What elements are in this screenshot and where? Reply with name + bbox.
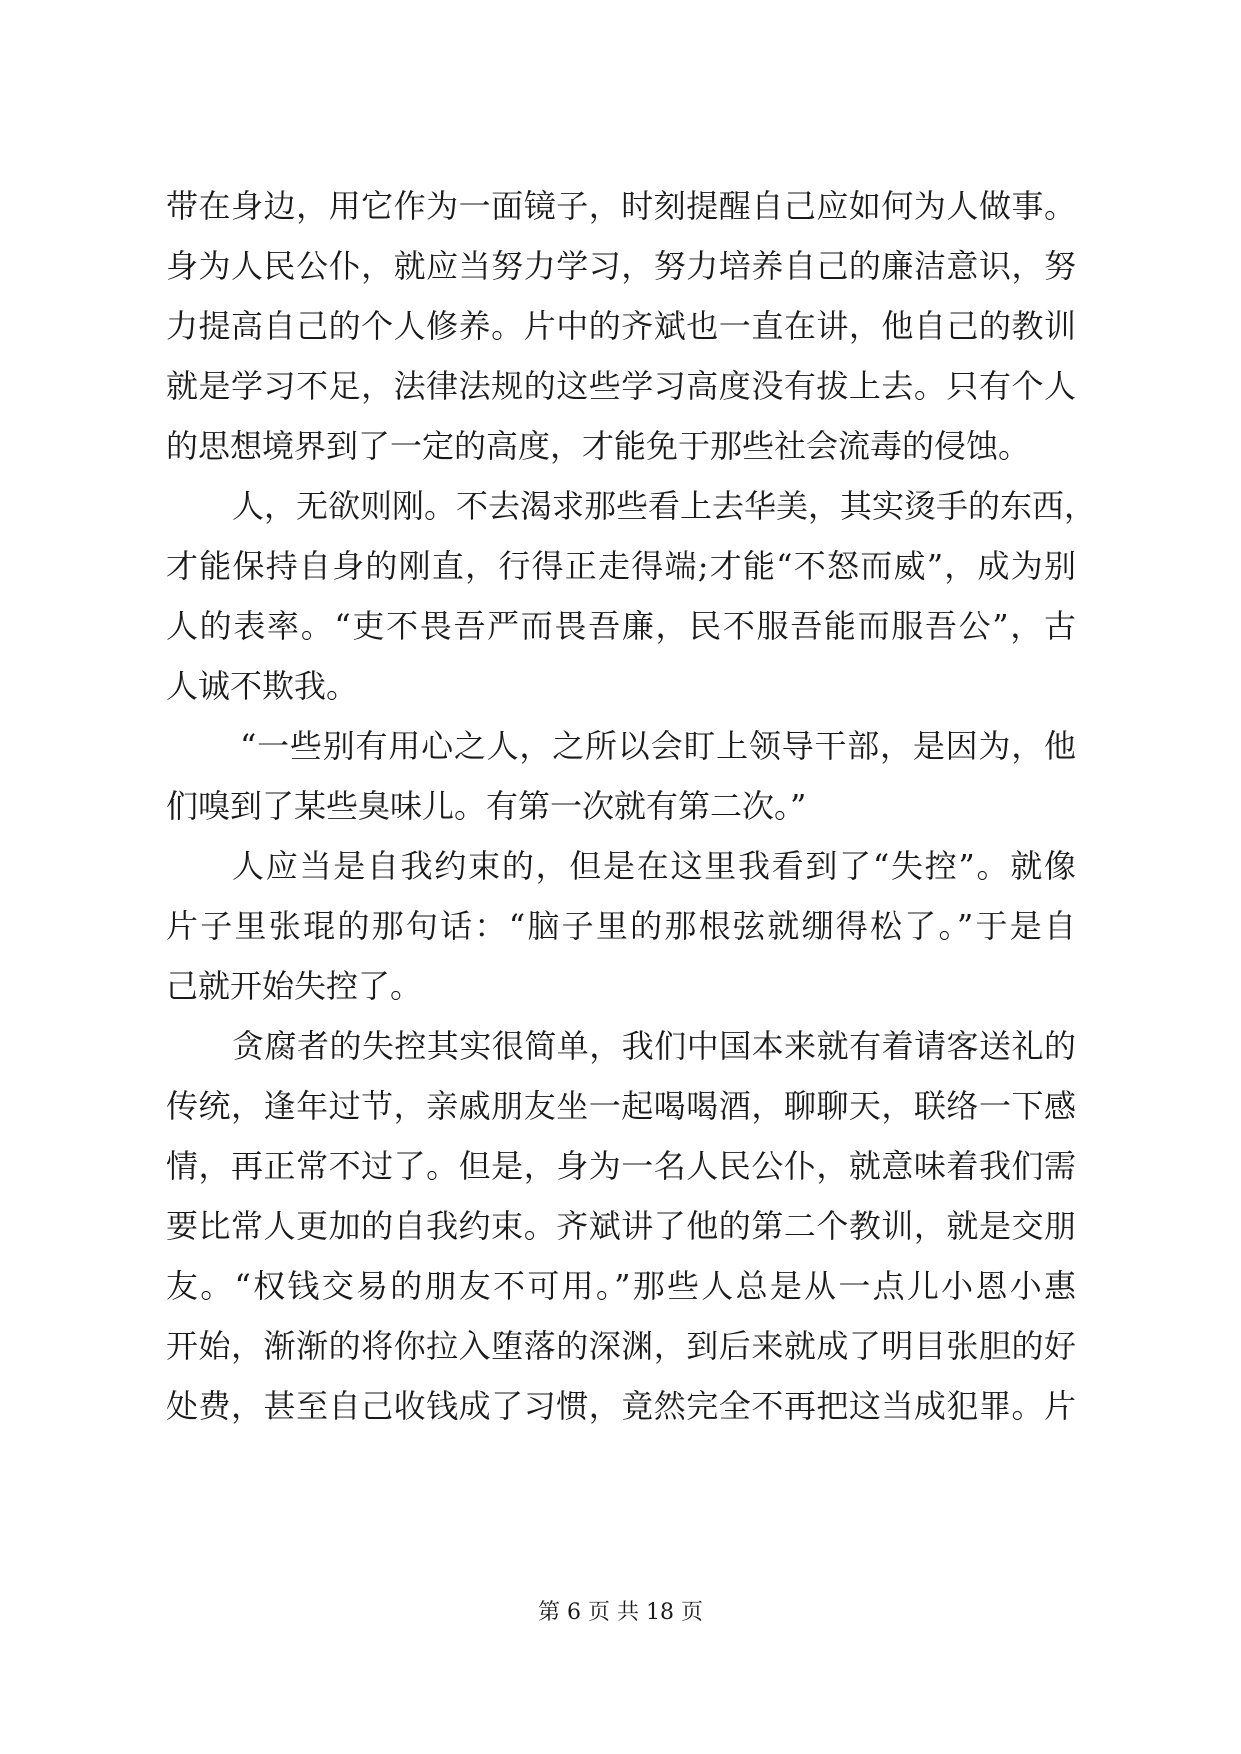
body-text-line: 身为人民公仆，就应当努力学习，努力培养自己的廉洁意识，努: [166, 247, 1076, 285]
body-text-line: 们嗅到了某些臭味儿。有第一次就有第二次。”: [166, 787, 807, 825]
body-text-line: 开始，渐渐的将你拉入堕落的深渊，到后来就成了明目张胆的好: [166, 1327, 1076, 1365]
body-text-line: 处费，甚至自己收钱成了习惯，竟然完全不再把这当成犯罪。片: [166, 1387, 1076, 1425]
body-text-line: 的思想境界到了一定的高度，才能免于那些社会流毒的侵蚀。: [166, 427, 1031, 465]
body-text-line: 片子里张琨的那句话：“脑子里的那根弦就绷得松了。”于是自: [166, 907, 1076, 945]
paragraph-first-line: 人应当是自我约束的，但是在这里我看到了“失控”。就像: [232, 847, 1076, 885]
body-text-line: 人诚不欺我。: [166, 667, 359, 705]
body-text-line: 就是学习不足，法律法规的这些学习高度没有拔上去。只有个人: [166, 367, 1076, 405]
body-text-line: 情，再正常不过了。但是，身为一名人民公仆，就意味着我们需: [166, 1147, 1076, 1185]
body-text-line: 己就开始失控了。: [166, 967, 423, 1005]
body-text-line: 带在身边，用它作为一面镜子，时刻提醒自己应如何为人做事。: [166, 187, 1076, 225]
body-text-line: 传统，逢年过节，亲戚朋友坐一起喝喝酒，聊聊天，联络一下感: [166, 1087, 1076, 1125]
page-number-footer: 第 6 页 共 18 页: [538, 1600, 703, 1625]
body-text-line: 才能保持自身的刚直，行得正走得端;才能“不怒而威”，成为别: [166, 547, 1076, 585]
paragraph-first-line: 人，无欲则刚。不去渴求那些看上去华美，其实烫手的东西，: [232, 487, 1097, 525]
body-text-line: 友。“权钱交易的朋友不可用。”那些人总是从一点儿小恩小惠: [166, 1267, 1076, 1305]
body-text-line: 人的表率。“吏不畏吾严而畏吾廉，民不服吾能而服吾公”，古: [166, 607, 1076, 645]
paragraph-first-line: 贪腐者的失控其实很简单，我们中国本来就有着请客送礼的: [232, 1027, 1076, 1065]
body-text-line: 要比常人更加的自我约束。齐斌讲了他的第二个教训，就是交朋: [166, 1207, 1076, 1245]
paragraph-first-line: “一些别有用心之人，之所以会盯上领导干部，是因为，他: [240, 727, 1076, 765]
body-text-line: 力提高自己的个人修养。片中的齐斌也一直在讲，他自己的教训: [166, 307, 1076, 345]
